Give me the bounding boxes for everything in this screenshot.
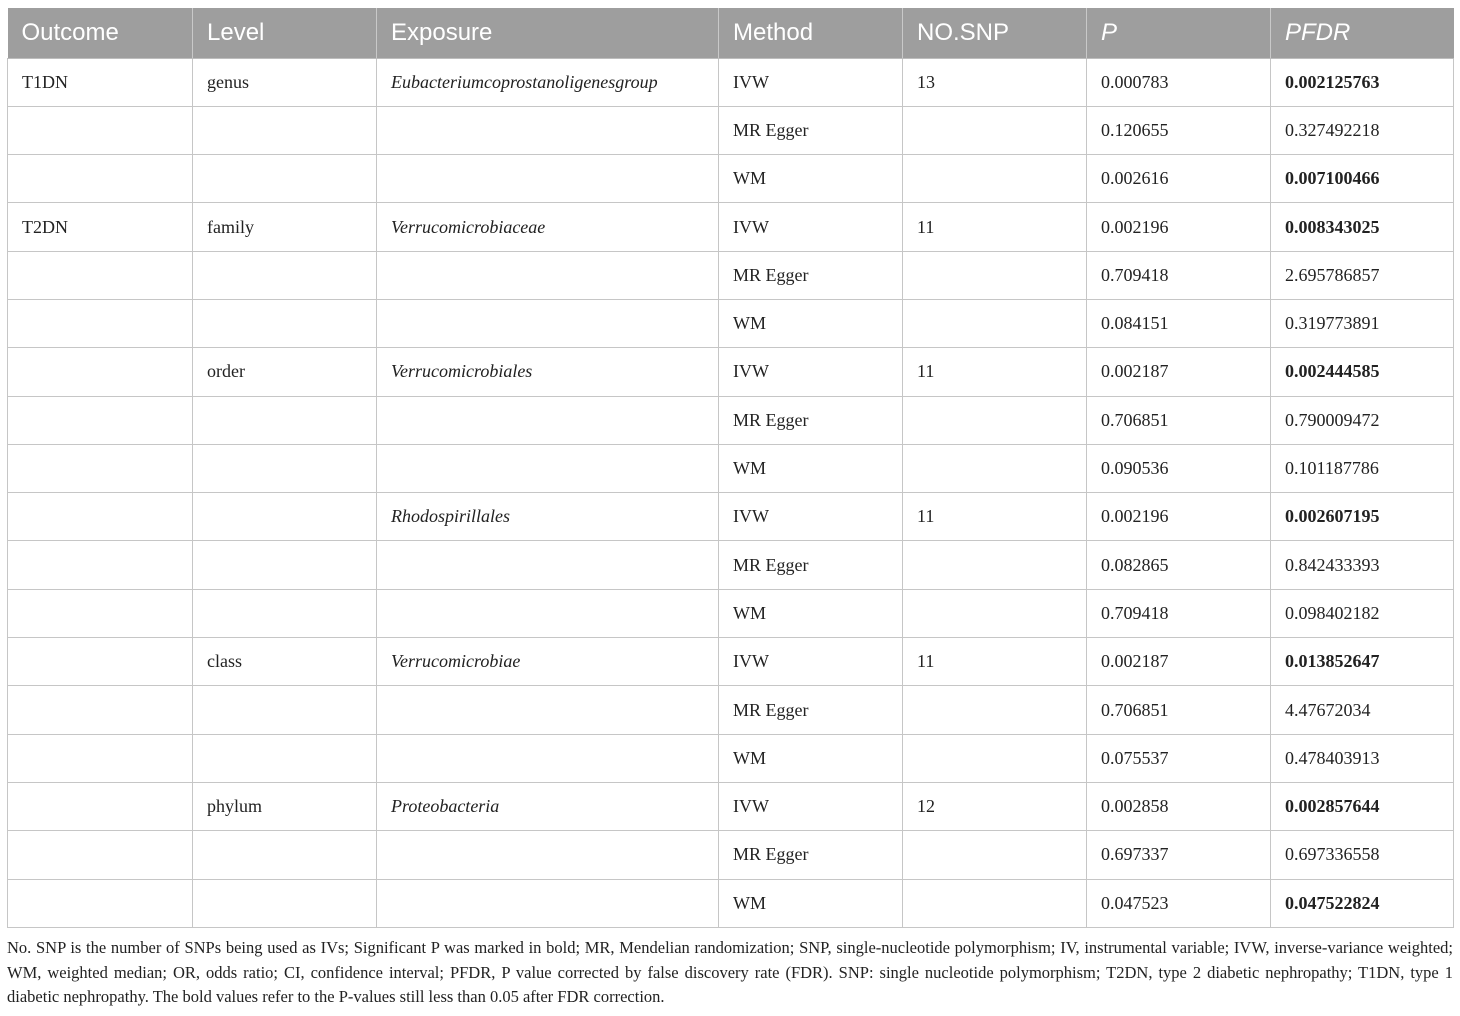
header-method: Method xyxy=(719,8,903,58)
cell-p: 0.002196 xyxy=(1087,493,1271,541)
table-row xyxy=(8,831,1454,879)
cell-p: 0.002187 xyxy=(1087,638,1271,686)
cell-outcome xyxy=(8,734,193,782)
cell-p: 0.706851 xyxy=(1087,396,1271,444)
cell-no-snp xyxy=(903,541,1087,589)
cell-exposure xyxy=(377,734,719,782)
cell-exposure: Rhodospirillales xyxy=(377,493,719,541)
cell-method: IVW xyxy=(719,58,903,106)
cell-pfdr: 0.002125763 xyxy=(1271,58,1454,106)
cell-p: 0.002858 xyxy=(1087,782,1271,830)
cell-level xyxy=(193,879,377,927)
cell-exposure: Proteobacteria xyxy=(377,782,719,830)
cell-no-snp: 11 xyxy=(903,493,1087,541)
cell-p: 0.090536 xyxy=(1087,444,1271,492)
cell-method: MR Egger xyxy=(719,251,903,299)
cell-no-snp: 11 xyxy=(903,638,1087,686)
table-footnote: No. SNP is the number of SNPs being used as IVs; Significant P was marked in bold; MR, Mendelian randomization; SNP, single-nucleotide polymorphism; IV, instrumental variable; IVW, inverse-variance weighted; WM, weighted median; OR, odds ratio; CI, confidence interval; PFDR, P value corrected by false discovery rate (FDR). SNP: single nucleotide polymorphism; T2DN, type 2 diabetic nephropathy; T1DN, type 1 diabetic nephropathy. The bold values refer to the P-values still less than 0.05 after FDR correction. xyxy=(7,938,1453,1006)
cell-outcome xyxy=(8,879,193,927)
cell-p: 0.120655 xyxy=(1087,106,1271,154)
cell-no-snp: 13 xyxy=(903,58,1087,106)
cell-level xyxy=(193,155,377,203)
cell-pfdr: 0.002444585 xyxy=(1271,348,1454,396)
table-row xyxy=(8,589,1454,637)
cell-p: 0.002196 xyxy=(1087,203,1271,251)
header-p: P xyxy=(1087,8,1271,58)
table-row xyxy=(8,782,1454,830)
cell-method: WM xyxy=(719,589,903,637)
cell-outcome xyxy=(8,155,193,203)
cell-outcome xyxy=(8,831,193,879)
cell-level xyxy=(193,106,377,154)
cell-exposure xyxy=(377,879,719,927)
cell-outcome xyxy=(8,638,193,686)
cell-outcome xyxy=(8,396,193,444)
cell-outcome: T2DN xyxy=(8,203,193,251)
cell-exposure xyxy=(377,106,719,154)
cell-pfdr: 0.007100466 xyxy=(1271,155,1454,203)
table-row xyxy=(8,203,1454,251)
table-body xyxy=(8,58,1454,927)
cell-no-snp: 12 xyxy=(903,782,1087,830)
cell-level: order xyxy=(193,348,377,396)
cell-method: MR Egger xyxy=(719,396,903,444)
table-row xyxy=(8,299,1454,347)
cell-outcome xyxy=(8,106,193,154)
cell-method: IVW xyxy=(719,348,903,396)
table-row xyxy=(8,106,1454,154)
cell-method: IVW xyxy=(719,638,903,686)
cell-method: IVW xyxy=(719,493,903,541)
cell-exposure xyxy=(377,396,719,444)
cell-no-snp xyxy=(903,155,1087,203)
results-table xyxy=(7,8,1454,928)
cell-pfdr: 4.47672034 xyxy=(1271,686,1454,734)
cell-p: 0.002187 xyxy=(1087,348,1271,396)
cell-p: 0.706851 xyxy=(1087,686,1271,734)
cell-outcome xyxy=(8,782,193,830)
cell-p: 0.082865 xyxy=(1087,541,1271,589)
cell-level xyxy=(193,493,377,541)
cell-exposure xyxy=(377,444,719,492)
header-level: Level xyxy=(193,8,377,58)
table-row xyxy=(8,155,1454,203)
table-row xyxy=(8,251,1454,299)
header-exposure: Exposure xyxy=(377,8,719,58)
table-header-row xyxy=(8,8,1454,58)
cell-pfdr: 0.008343025 xyxy=(1271,203,1454,251)
cell-no-snp xyxy=(903,444,1087,492)
cell-exposure xyxy=(377,155,719,203)
cell-pfdr: 2.695786857 xyxy=(1271,251,1454,299)
cell-outcome xyxy=(8,299,193,347)
cell-method: WM xyxy=(719,444,903,492)
cell-level xyxy=(193,299,377,347)
cell-level xyxy=(193,541,377,589)
table-row xyxy=(8,638,1454,686)
table-row xyxy=(8,541,1454,589)
cell-exposure xyxy=(377,299,719,347)
cell-pfdr: 0.327492218 xyxy=(1271,106,1454,154)
cell-level xyxy=(193,589,377,637)
cell-pfdr: 0.842433393 xyxy=(1271,541,1454,589)
cell-pfdr: 0.002857644 xyxy=(1271,782,1454,830)
table-row xyxy=(8,879,1454,927)
header-outcome: Outcome xyxy=(8,8,193,58)
cell-method: MR Egger xyxy=(719,106,903,154)
cell-level xyxy=(193,734,377,782)
cell-outcome xyxy=(8,493,193,541)
cell-method: MR Egger xyxy=(719,831,903,879)
header-no-snp: NO.SNP xyxy=(903,8,1087,58)
table-row xyxy=(8,444,1454,492)
cell-method: WM xyxy=(719,299,903,347)
cell-pfdr: 0.101187786 xyxy=(1271,444,1454,492)
cell-level: family xyxy=(193,203,377,251)
cell-p: 0.000783 xyxy=(1087,58,1271,106)
cell-level: genus xyxy=(193,58,377,106)
cell-level: phylum xyxy=(193,782,377,830)
cell-level xyxy=(193,444,377,492)
cell-level xyxy=(193,396,377,444)
cell-no-snp xyxy=(903,106,1087,154)
cell-pfdr: 0.697336558 xyxy=(1271,831,1454,879)
header-pfdr: PFDR xyxy=(1271,8,1454,58)
cell-method: MR Egger xyxy=(719,541,903,589)
cell-no-snp xyxy=(903,879,1087,927)
cell-no-snp: 11 xyxy=(903,348,1087,396)
table-row xyxy=(8,348,1454,396)
cell-no-snp xyxy=(903,831,1087,879)
cell-outcome xyxy=(8,444,193,492)
table-row xyxy=(8,58,1454,106)
table-row xyxy=(8,734,1454,782)
results-table-container xyxy=(7,8,1453,928)
table-row xyxy=(8,686,1454,734)
cell-exposure xyxy=(377,831,719,879)
cell-p: 0.075537 xyxy=(1087,734,1271,782)
cell-method: MR Egger xyxy=(719,686,903,734)
cell-p: 0.709418 xyxy=(1087,589,1271,637)
cell-no-snp xyxy=(903,589,1087,637)
cell-p: 0.709418 xyxy=(1087,251,1271,299)
cell-level xyxy=(193,251,377,299)
cell-outcome xyxy=(8,348,193,396)
cell-pfdr: 0.790009472 xyxy=(1271,396,1454,444)
cell-exposure xyxy=(377,251,719,299)
cell-exposure: Verrucomicrobiae xyxy=(377,638,719,686)
cell-exposure: Eubacteriumcoprostanoligenesgroup xyxy=(377,58,719,106)
cell-no-snp: 11 xyxy=(903,203,1087,251)
cell-no-snp xyxy=(903,686,1087,734)
cell-method: IVW xyxy=(719,203,903,251)
cell-exposure: Verrucomicrobiales xyxy=(377,348,719,396)
cell-method: WM xyxy=(719,879,903,927)
cell-exposure xyxy=(377,541,719,589)
cell-pfdr: 0.319773891 xyxy=(1271,299,1454,347)
cell-pfdr: 0.047522824 xyxy=(1271,879,1454,927)
cell-p: 0.084151 xyxy=(1087,299,1271,347)
cell-method: WM xyxy=(719,734,903,782)
cell-level: class xyxy=(193,638,377,686)
cell-p: 0.002616 xyxy=(1087,155,1271,203)
cell-outcome xyxy=(8,589,193,637)
table-row xyxy=(8,493,1454,541)
cell-exposure: Verrucomicrobiaceae xyxy=(377,203,719,251)
table-row xyxy=(8,396,1454,444)
cell-no-snp xyxy=(903,734,1087,782)
cell-pfdr: 0.013852647 xyxy=(1271,638,1454,686)
cell-level xyxy=(193,831,377,879)
cell-no-snp xyxy=(903,299,1087,347)
cell-method: WM xyxy=(719,155,903,203)
cell-outcome: T1DN xyxy=(8,58,193,106)
cell-exposure xyxy=(377,589,719,637)
cell-method: IVW xyxy=(719,782,903,830)
cell-outcome xyxy=(8,541,193,589)
cell-no-snp xyxy=(903,396,1087,444)
cell-pfdr: 0.002607195 xyxy=(1271,493,1454,541)
cell-outcome xyxy=(8,686,193,734)
cell-no-snp xyxy=(903,251,1087,299)
cell-p: 0.047523 xyxy=(1087,879,1271,927)
cell-pfdr: 0.478403913 xyxy=(1271,734,1454,782)
cell-level xyxy=(193,686,377,734)
cell-outcome xyxy=(8,251,193,299)
cell-pfdr: 0.098402182 xyxy=(1271,589,1454,637)
cell-exposure xyxy=(377,686,719,734)
cell-p: 0.697337 xyxy=(1087,831,1271,879)
